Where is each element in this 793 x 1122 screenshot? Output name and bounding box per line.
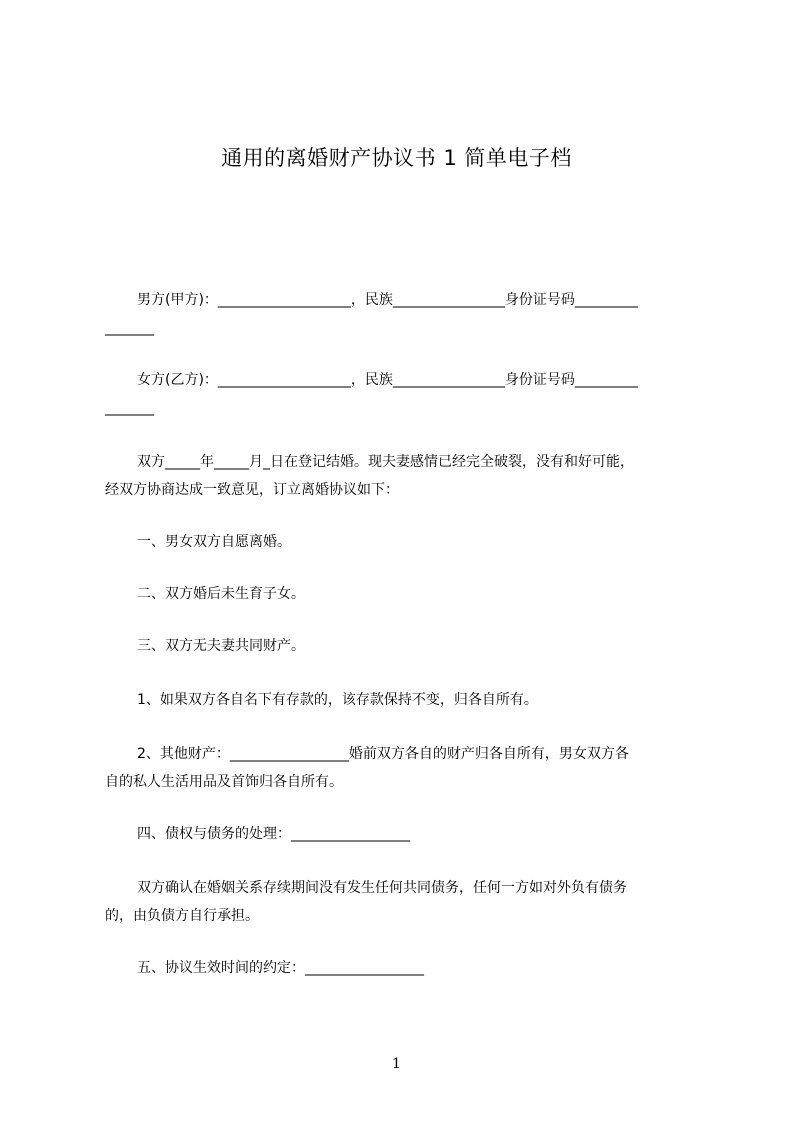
intro-line2: 经双方协商达成一致意见，订立离婚协议如下：: [105, 482, 399, 498]
clause-5: [105, 954, 705, 982]
page-number: 1: [392, 1056, 401, 1072]
document-title: 通用的离婚财产协议书 1 简单电子档: [221, 146, 572, 170]
clause-1-text: 一、男女双方自愿离婚。: [137, 534, 291, 550]
clause-3-2: [105, 740, 705, 796]
debt-note-line2: 的，由负债方自行承担。: [105, 908, 259, 924]
clause-2: [105, 580, 705, 608]
intro-line1: 双方_____年_____月_日在登记结婚。现夫妻感情已经完全破裂，没有和好可能，: [137, 454, 634, 470]
debt-note: [105, 874, 705, 930]
clause-3-text: 三、双方无夫妻共同财产。: [137, 638, 305, 654]
clause-1: [105, 528, 705, 556]
wife-info-line2: _______: [105, 400, 154, 416]
husband-info: [105, 286, 705, 342]
husband-info-line2: _______: [105, 320, 154, 336]
debt-note-line1: 双方确认在婚姻关系存续期间没有发生任何共同债务，任何一方如对外负有债务: [137, 880, 627, 896]
clause-4-text: 四、债权与债务的处理：_________________: [137, 826, 410, 842]
clause-3-2-line2: 自的私人生活用品及首饰归各自所有。: [105, 774, 343, 790]
clause-3-2-line1: 2、其他财产：_________________婚前双方各自的财产归各自所有，男女双方各: [137, 746, 629, 762]
clause-3-1: [105, 686, 705, 714]
clause-4: [105, 820, 705, 848]
clause-2-text: 二、双方婚后未生育子女。: [137, 586, 305, 602]
clause-3: [105, 632, 705, 660]
wife-info-line1: 女方(乙方)：___________________，民族________________身份证号码_________: [137, 372, 638, 388]
husband-info-line1: 男方(甲方)：___________________，民族________________身份证号码_________: [137, 292, 638, 308]
clause-5-text: 五、协议生效时间的约定：_________________: [137, 960, 424, 976]
intro-paragraph: [105, 448, 705, 504]
wife-info: [105, 366, 705, 422]
clause-3-1-text: 1、如果双方各自名下有存款的，该存款保持不变，归各自所有。: [137, 692, 538, 708]
